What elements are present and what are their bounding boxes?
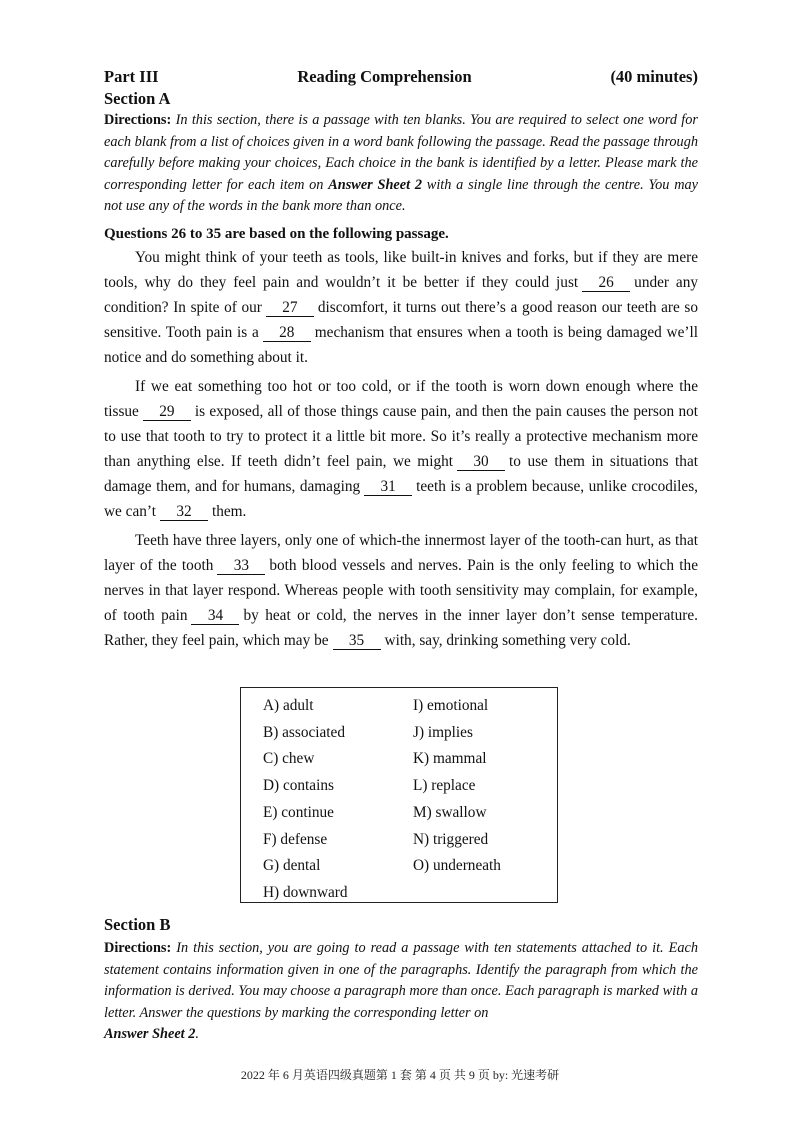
- answer-sheet-ref: Answer Sheet 2: [104, 1026, 196, 1042]
- word-bank-item: H) downward: [263, 883, 348, 901]
- blank-27: 27: [266, 299, 314, 317]
- passage-paragraph-3: [104, 528, 698, 653]
- section-a: [104, 66, 698, 653]
- section-b-directions: [104, 938, 698, 1046]
- passage-text: discomfort, it turns out there’s a good reason our teeth are so sensitive. Tooth pain is a: [104, 298, 698, 341]
- passage-text: Teeth have three layers, only one of which-the innermost layer of the tooth-can hurt, as that layer of the tooth: [104, 531, 698, 574]
- word-bank-item: I) emotional: [413, 697, 489, 714]
- word-bank: [240, 687, 558, 903]
- word-bank-item: G) dental: [263, 857, 321, 875]
- blank-34: 34: [191, 607, 239, 625]
- blank-31: 31: [364, 478, 412, 496]
- word-bank-item: A) adult: [263, 697, 314, 714]
- blank-33: 33: [217, 557, 265, 575]
- passage-text: both blood vessels and nerves. Pain is the only feeling to which the nerves in that layer respond. Whereas people with tooth sensitivity may complain, for example, of tooth pain: [104, 556, 698, 624]
- passage-text: mechanism that ensures when a tooth is being damaged we’ll notice and do something about it.: [104, 323, 698, 366]
- blank-30: 30: [457, 453, 505, 471]
- part-time: (40 minutes): [610, 67, 698, 86]
- directions-end: .: [195, 1026, 199, 1042]
- passage-paragraph-1: [104, 245, 698, 370]
- section-b: [104, 914, 698, 1046]
- word-bank-item: B) associated: [263, 723, 345, 741]
- passage-text: teeth is a problem because, unlike crocodiles, we can’t: [104, 477, 698, 520]
- section-a-title: Section A: [104, 89, 171, 108]
- passage-paragraph-2: [104, 374, 698, 524]
- word-bank-item: K) mammal: [413, 750, 487, 768]
- blank-26: 26: [582, 274, 630, 292]
- directions-label: Directions:: [104, 940, 172, 956]
- section-b-title: Section B: [104, 915, 171, 934]
- passage-text: If we eat something too hot or too cold, or if the tooth is worn down enough where the tissue: [104, 377, 698, 420]
- passage-text: with, say, drinking something very cold.: [384, 631, 631, 649]
- part-header: [104, 66, 698, 88]
- word-bank-item: L) replace: [413, 777, 476, 795]
- directions-text: In this section, there is a passage with ten blanks. You are required to select one word for each blank from a list of choices given in a word bank following the passage. Read the passage through carefully before making your choices, Each choice in the bank is identified by a letter. Please mark the corresponding letter for each item on: [104, 112, 698, 193]
- passage-text: by heat or cold, the nerves in the inner layer don’t sense temperature. Rather, they feel pain, which may be: [104, 606, 698, 649]
- word-bank-right-column: [413, 693, 501, 902]
- passage-text: under any condition? In spite of our: [104, 273, 698, 316]
- directions-text: In this section, you are going to read a passage with ten statements attached to it. Each statement contains information given in one of the paragraphs. Identify the paragraph from which the information is derived. You may choose a paragraph more than once. Each paragraph is marked with a letter. Answer the questions by marking the corresponding letter on: [104, 940, 698, 1021]
- directions-label: Directions:: [104, 112, 172, 128]
- passage-text: is exposed, all of those things cause pain, and then the pain causes the person not to use that tooth to try to protect it a little bit more. So it’s really a protective mechanism more than anything else. If teeth didn’t feel pain, we might: [104, 402, 698, 470]
- passage-text: them.: [211, 502, 247, 520]
- word-bank-item: M) swallow: [413, 803, 487, 821]
- section-a-directions: [104, 110, 698, 218]
- word-bank-left-column: [263, 693, 413, 902]
- questions-line: Questions 26 to 35 are based on the following passage.: [104, 225, 449, 242]
- part-title: Reading Comprehension: [297, 67, 472, 86]
- directions-tail: with a single line through the centre. You may not use any of the words in the bank more than once.: [104, 176, 699, 214]
- word-bank-item: O) underneath: [413, 857, 501, 875]
- page-footer: 2022 年 6 月英语四级真题第 1 套 第 4 页 共 9 页 by: 光速考研: [240, 1068, 560, 1082]
- blank-35: 35: [333, 632, 381, 650]
- word-bank-item: N) triggered: [413, 830, 489, 848]
- blank-29: 29: [143, 403, 191, 421]
- word-bank-item: C) chew: [263, 750, 315, 768]
- blank-32: 32: [160, 503, 208, 521]
- word-bank-item: E) continue: [263, 803, 334, 821]
- passage-text: You might think of your teeth as tools, like built-in knives and forks, but if they are mere tools, why do they feel pain and wouldn’t it be better if they could just: [104, 248, 698, 291]
- part-label: Part III: [104, 67, 159, 86]
- answer-sheet-ref: Answer Sheet 2: [328, 176, 422, 193]
- passage-text: to use them in situations that damage them, and for humans, damaging: [104, 452, 698, 495]
- word-bank-item: F) defense: [263, 830, 328, 848]
- word-bank-item: D) contains: [263, 777, 334, 795]
- blank-28: 28: [263, 324, 311, 342]
- word-bank-item: J) implies: [413, 723, 473, 741]
